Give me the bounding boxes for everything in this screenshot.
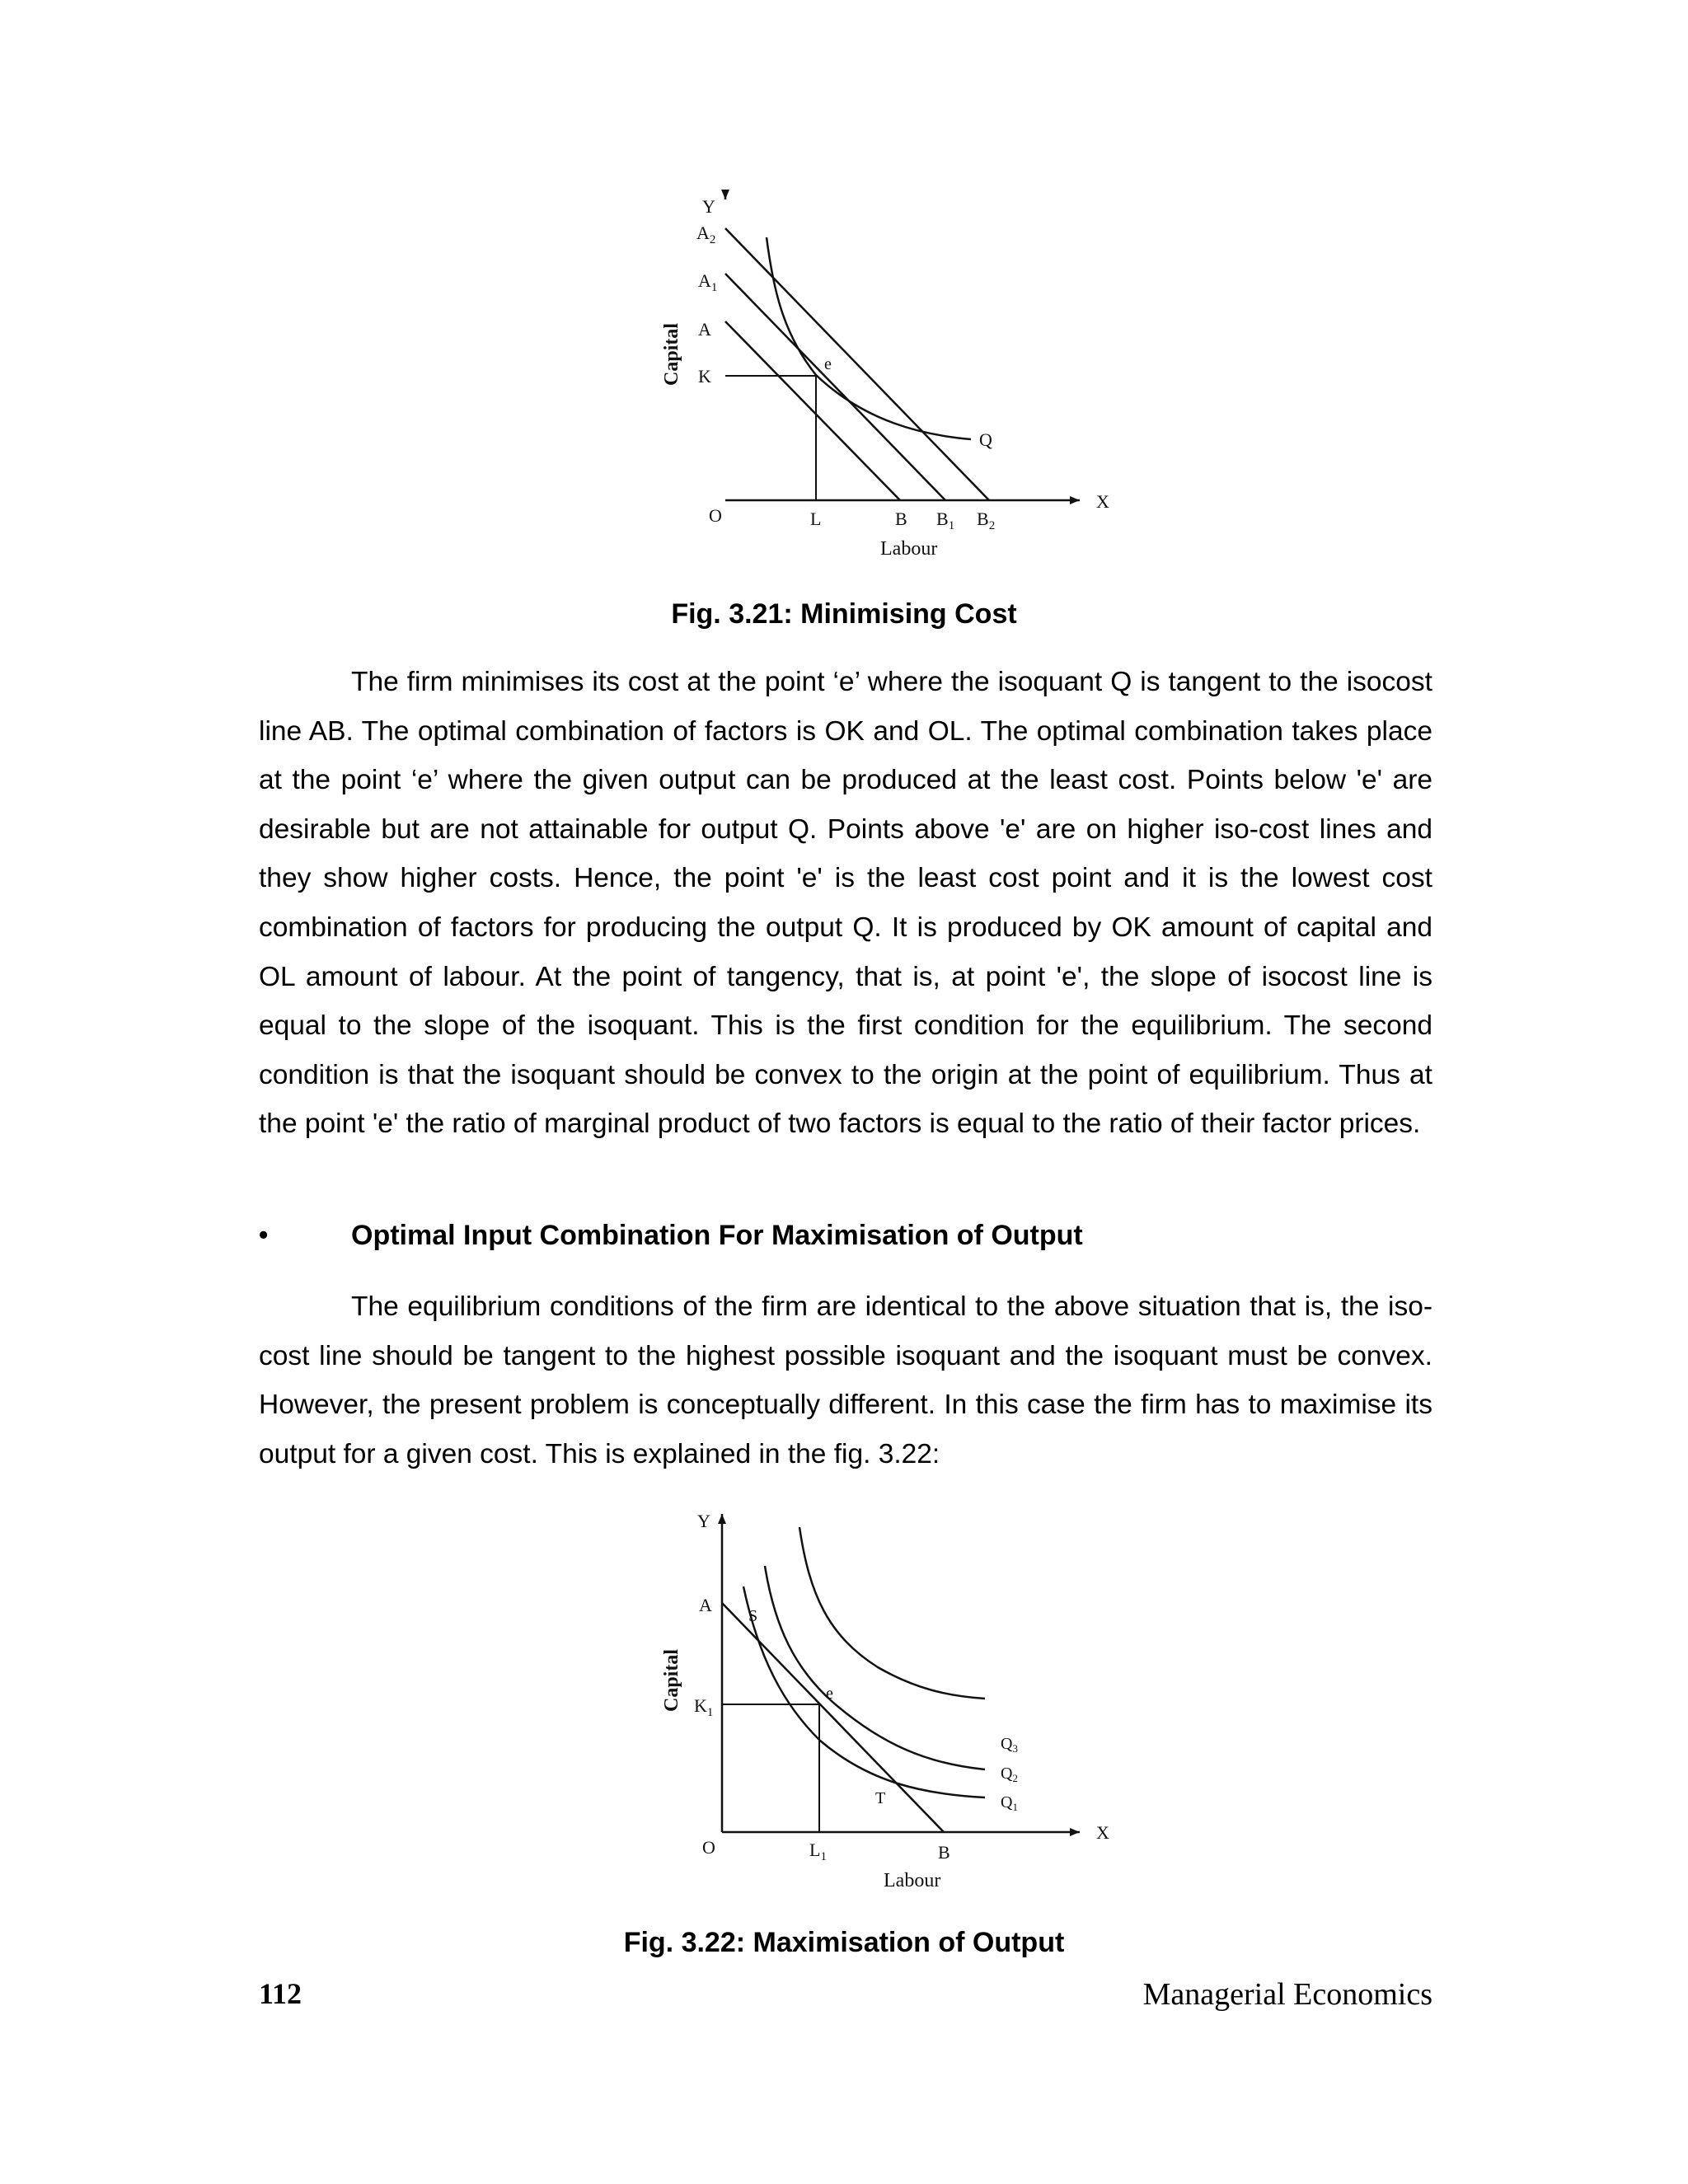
label-a: A [699,1595,712,1615]
maximisation-output-diagram [651,1504,1129,1900]
figure2-caption: Fig. 3.22: Maximisation of Output [623,1927,1065,1958]
isocost-line-a2-b2 [725,228,989,500]
origin-label: O [702,1837,715,1858]
label-l1: $L_1$ [809,1840,827,1863]
label-q: Q [979,429,992,450]
label-b2: $B_2$ [977,509,996,532]
isoquant-q3 [799,1527,985,1699]
bullet-dot: • [259,1220,269,1249]
label-s: S [748,1607,758,1625]
paragraph-text: The firm minimises its cost at the point ‘e’ where the isoquant Q is tangent to the isocost line AB. The optimal combination of factors is OK and OL. The optimal combination takes place at the point ‘e’ where the given output can be produced at the least cost. Points below 'e' are desirable but are not attainable for output Q. Points above 'e' are on higher iso-cost lines and they show higher costs. Hence, the point 'e' is the least cost point and it is the lowest cost combination of factors for producing the output Q. It is produced by OK amount of capital and OL amount of labour. At the point of tangency, that is, at point 'e', the slope of isocost line is equal to the slope of the isoquant. This is the first condition for the equilibrium. The second condition is that the isoquant should be convex to the origin at the point of equilibrium. Thus at the point 'e' the ratio of marginal product of two factors is equal to the ratio of their factor prices. [259,667,1432,1140]
isocost-line-a-b [722,1603,944,1832]
label-e: e [824,355,832,373]
label-e: e [826,1685,833,1703]
label-a: A [698,319,711,340]
label-k1: $K_1$ [694,1695,714,1719]
bullet-heading [259,1220,1432,1261]
y-axis-letter: Y [702,196,715,217]
page-number: 112 [259,1977,302,2010]
isocost-line-a-b [725,321,900,500]
label-t: T [875,1789,886,1807]
paragraph-maximisation [259,1282,1432,1479]
label-l: L [810,509,822,529]
book-title: Managerial Economics [1142,1977,1432,2012]
x-axis-letter: X [1096,1822,1109,1843]
label-a2: $A_2$ [696,223,716,246]
figure-maximisation-output [651,1504,1129,1900]
figure1-caption: Fig. 3.21: Minimising Cost [671,598,1017,630]
paragraph-minimising-cost [259,658,1432,1149]
label-b1: $B_1$ [936,509,955,532]
paragraph-text: The equilibrium conditions of the firm are identical to the above situation that is, the iso-cost line should be tangent to the highest possible isoquant and the isoquant must be convex. However, the present problem is conceptually different. In this case the firm has to maximise its output for a given cost. This is explained in the fig. 3.22: [259,1291,1432,1469]
label-a1: $A_1$ [698,270,718,294]
x-axis-letter: X [1096,491,1109,512]
label-b: B [895,509,907,529]
isoquant-q2 [765,1566,985,1769]
y-label: Capital [661,1648,682,1712]
isoquant-q [767,237,971,439]
isocost-line-a1-b1 [725,274,945,500]
label-q3: $Q_3$ [1001,1735,1018,1755]
x-label: Labour [880,538,938,560]
y-axis-letter: Y [697,1511,710,1531]
figure-minimising-cost [651,190,1129,569]
bullet-heading-text: Optimal Input Combination For Maximisation of Output [351,1220,1083,1251]
x-label: Labour [884,1870,941,1891]
y-label: Capital [661,322,682,386]
label-q1: $Q_1$ [1001,1793,1018,1813]
origin-label: O [709,505,722,526]
minimising-cost-diagram [651,190,1129,569]
label-b: B [938,1842,950,1863]
label-k: K [698,366,711,387]
label-q2: $Q_2$ [1001,1765,1018,1784]
isoquant-q1 [743,1586,985,1797]
